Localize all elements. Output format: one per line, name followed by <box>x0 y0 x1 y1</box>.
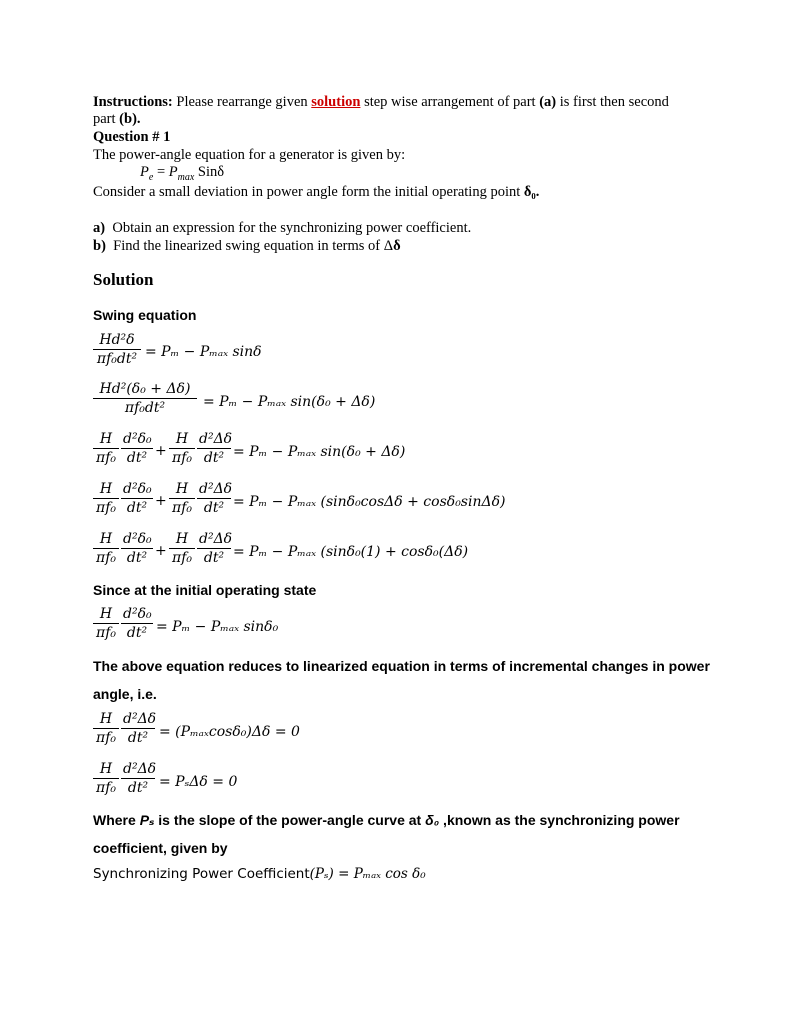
part-label: b) <box>93 238 106 254</box>
part-label: a) <box>93 220 106 236</box>
swing-equation-3 <box>93 431 543 473</box>
power-angle-formula <box>140 164 224 186</box>
denominator: πf₀ <box>96 730 116 746</box>
delta0-symbol: δ₀ <box>425 812 440 828</box>
question-consider <box>93 184 539 201</box>
equation-rhs: = Pₘ − Pₘₐₓ (sinδ₀(1) + cosδ₀(Δδ) <box>233 544 469 560</box>
denominator: dt² <box>203 500 225 516</box>
final-equation: (Pₛ) = Pₘₐₓ cos δ₀ <box>309 866 426 882</box>
denominator: πf₀ <box>96 780 116 796</box>
numerator: H <box>99 761 113 777</box>
numerator: H <box>99 531 113 547</box>
question-intro: The power-angle equation for a generator is given by: <box>93 147 406 163</box>
linearized-equation-1 <box>93 711 493 753</box>
fraction <box>93 332 141 367</box>
fraction <box>121 761 155 796</box>
numerator: d²δ₀ <box>123 481 152 497</box>
instructions-paragraph <box>93 94 713 128</box>
where-text: ,known as the synchronizing power <box>439 812 680 828</box>
denominator: dt² <box>126 500 148 516</box>
swing-equation-label: Swing equation <box>93 307 197 323</box>
formula-subscript: max <box>177 171 195 183</box>
denominator: πf₀ <box>96 500 116 516</box>
part-text: Obtain an expression for the synchronizing power coefficient. <box>112 220 472 236</box>
denominator: dt² <box>127 780 149 796</box>
fraction <box>121 606 153 641</box>
solution-heading: Solution <box>93 270 154 289</box>
fraction <box>121 481 153 516</box>
numerator: H <box>99 711 113 727</box>
denominator: dt² <box>126 550 148 566</box>
numerator: H <box>175 431 189 447</box>
plus-sign: + <box>155 443 167 459</box>
instructions-text: Please rearrange given <box>172 94 312 110</box>
numerator: d²Δδ <box>123 761 157 777</box>
numerator: d²Δδ <box>199 481 233 497</box>
part-text: Find the linearized swing equation in terms of Δ <box>113 238 394 254</box>
where-text: Where <box>93 812 140 828</box>
fraction <box>121 431 153 466</box>
part-text-tail: δ <box>393 238 401 254</box>
denominator: πf₀ <box>96 550 116 566</box>
numerator: Hd²δ <box>99 332 135 348</box>
fraction <box>93 606 119 641</box>
fraction <box>93 531 119 566</box>
denominator: πf₀ <box>172 450 192 466</box>
consider-text: Consider a small deviation in power angle form the initial operating point <box>93 184 524 200</box>
instructions-text: part <box>93 111 120 127</box>
numerator: d²Δδ <box>199 531 233 547</box>
formula-text: Sinδ <box>194 164 225 180</box>
numerator: H <box>175 531 189 547</box>
where-line-2: coefficient, given by <box>93 840 228 856</box>
where-line-1 <box>93 811 713 829</box>
equation-rhs: = Pₘ − Pₘₐₓ sinδ₀ <box>156 619 279 635</box>
denominator: πf₀ <box>96 625 116 641</box>
equation-rhs: = Pₘ − Pₘₐₓ sin(δ₀ + Δδ) <box>203 394 376 410</box>
fraction <box>121 711 155 746</box>
linearized-equation-2 <box>93 761 493 803</box>
denominator: dt² <box>126 625 148 641</box>
numerator: d²δ₀ <box>123 431 152 447</box>
numerator: H <box>99 431 113 447</box>
equation-rhs: = Pₘ − Pₘₐₓ (sinδ₀cosΔδ + cosδ₀sinΔδ) <box>233 494 506 510</box>
fraction <box>93 381 197 416</box>
fraction <box>197 431 231 466</box>
denominator: πf₀ <box>172 500 192 516</box>
numerator: H <box>175 481 189 497</box>
instructions-label: Instructions: <box>93 94 173 110</box>
denominator: dt² <box>127 730 149 746</box>
equation-rhs: = PₛΔδ = 0 <box>159 774 238 790</box>
reduces-line-1: The above equation reduces to linearized equation in terms of incremental changes in power <box>93 658 710 674</box>
formula-symbol: P <box>168 164 178 180</box>
equation-rhs: = (Pₘₐₓcosδ₀)Δδ = 0 <box>159 724 300 740</box>
part-b-ref: (b). <box>119 111 141 127</box>
swing-equation-2 <box>93 381 543 423</box>
reduces-line-2: angle, i.e. <box>93 686 157 702</box>
plus-sign: + <box>155 493 167 509</box>
swing-equation-4 <box>93 481 543 523</box>
solution-link[interactable]: solution <box>311 94 361 110</box>
fraction <box>197 481 231 516</box>
formula-subscript: e <box>148 171 154 183</box>
where-text: is the slope of the power-angle curve at <box>154 812 426 828</box>
numerator: H <box>99 606 113 622</box>
initial-state-equation <box>93 606 493 648</box>
denominator: πf₀ <box>172 550 192 566</box>
denominator: dt² <box>126 450 148 466</box>
plus-sign: + <box>155 543 167 559</box>
fraction <box>197 531 231 566</box>
instructions-text: step wise arrangement of part <box>360 94 540 110</box>
fraction <box>93 761 119 796</box>
equation-rhs: = Pₘ − Pₘₐₓ sinδ <box>145 344 262 360</box>
final-label: Synchronizing Power Coefficient <box>93 866 310 882</box>
denominator: πf₀dt² <box>96 351 138 367</box>
fraction <box>121 531 153 566</box>
denominator: dt² <box>203 550 225 566</box>
swing-equation-1 <box>93 332 493 374</box>
fraction <box>169 431 195 466</box>
part-a-ref: (a) <box>539 94 557 110</box>
fraction <box>93 711 119 746</box>
initial-state-label: Since at the initial operating state <box>93 582 317 598</box>
fraction <box>169 531 195 566</box>
question-part-a <box>93 220 471 237</box>
question-part-b <box>93 238 401 255</box>
instructions-text: is first then second <box>556 94 669 110</box>
numerator: H <box>99 481 113 497</box>
denominator: πf₀dt² <box>124 400 166 416</box>
fraction <box>169 481 195 516</box>
delta0-symbol: δ₀. <box>523 184 540 200</box>
ps-symbol: Pₛ <box>139 812 155 828</box>
numerator: d²δ₀ <box>123 606 152 622</box>
numerator: d²δ₀ <box>123 531 152 547</box>
numerator: d²Δδ <box>199 431 233 447</box>
fraction <box>93 481 119 516</box>
swing-equation-5 <box>93 531 543 573</box>
formula-operator: = <box>153 164 169 180</box>
fraction <box>93 431 119 466</box>
formula-symbol: P <box>140 164 149 180</box>
question-heading: Question # 1 <box>93 129 171 145</box>
denominator: dt² <box>203 450 225 466</box>
numerator: d²Δδ <box>123 711 157 727</box>
where-paragraph <box>93 811 713 857</box>
denominator: πf₀ <box>96 450 116 466</box>
numerator: Hd²(δ₀ + Δδ) <box>99 381 191 397</box>
reduces-paragraph <box>93 657 713 703</box>
equation-rhs: = Pₘ − Pₘₐₓ sin(δ₀ + Δδ) <box>233 444 406 460</box>
final-result <box>93 866 426 882</box>
